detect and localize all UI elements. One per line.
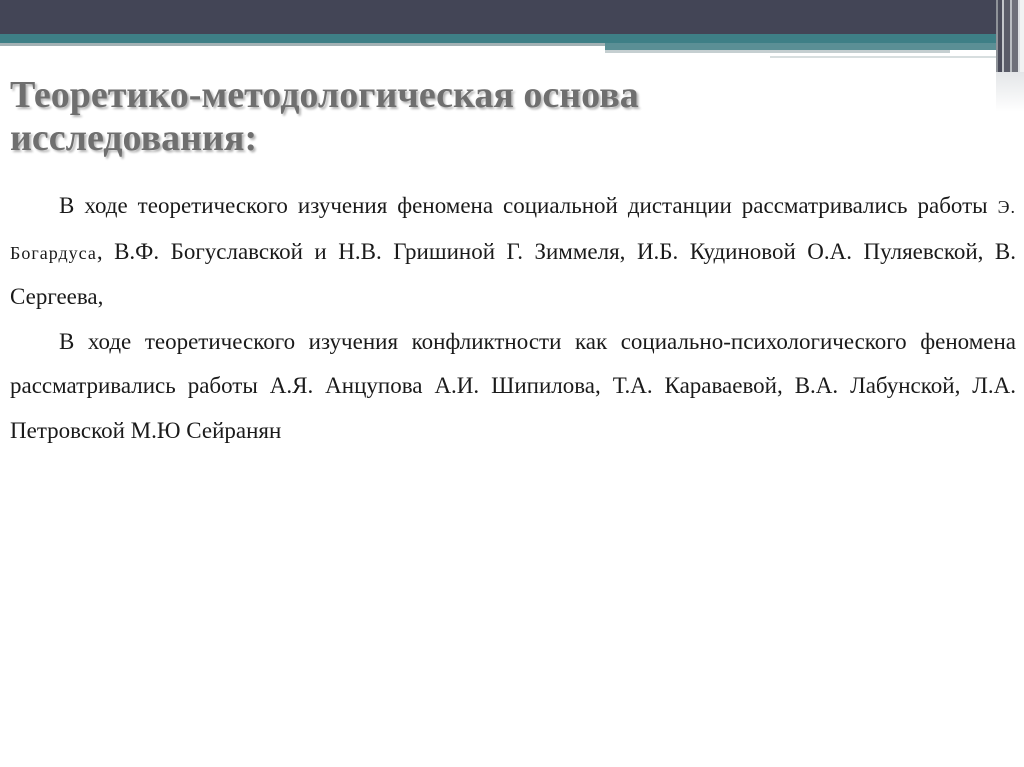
slide-title: Теоретико-методологическая основа исследования: xyxy=(10,74,639,159)
header-banner-line-faint xyxy=(770,56,1000,58)
corner-fade-decoration xyxy=(996,72,1024,112)
header-banner-line-light xyxy=(605,50,950,53)
corner-stripes-decoration xyxy=(996,0,1024,72)
header-banner-teal-accent xyxy=(605,43,1000,50)
paragraph-1-part-2: , В.Ф. Богуславской и Н.В. Гришиной Г. Зиммеля, И.Б. Кудиновой О.А. Пуляевской, В. Сергеева, xyxy=(10,238,1016,309)
paragraph-1-small-name: Э. Богардуса xyxy=(10,197,1016,263)
paragraph-1-part-1: В ходе теоретического изучения феномена социальной дистанции рассматривались работы xyxy=(59,193,998,218)
paragraph-social-distance xyxy=(10,184,1016,320)
header-banner-teal xyxy=(0,34,1000,43)
header-banner-dark xyxy=(0,0,1024,34)
paragraph-conflict: В ходе теоретического изучения конфликтности как социально-психологического феномена рассматривались работы А.Я. Анцупова А.И. Шипилова, Т.А. Караваевой, В.А. Лабунской, Л.А. Петровской М.Ю Сейранян xyxy=(10,328,1016,443)
slide-body xyxy=(10,184,1016,453)
header-banner-line xyxy=(0,43,605,46)
